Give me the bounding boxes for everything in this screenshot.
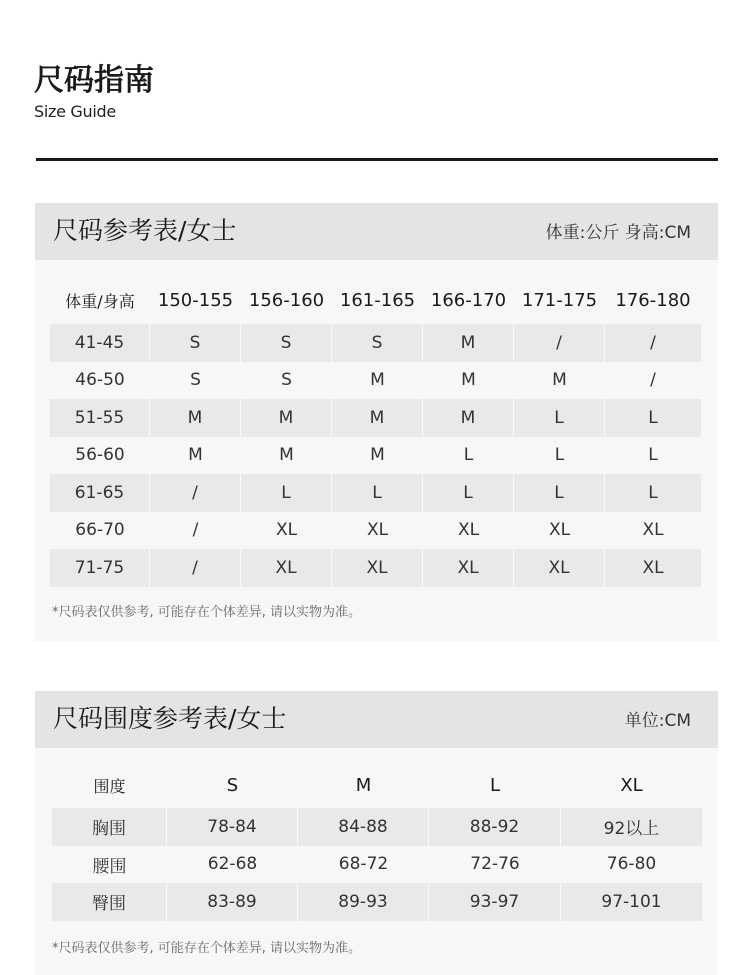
table-cell: 62-68 <box>207 854 258 875</box>
table-row <box>50 324 701 362</box>
table-row <box>52 846 702 884</box>
size-reference-note: *尺码表仅供参考, 可能存在个体差异, 请以实物为准。 <box>52 605 362 620</box>
table-cell: M <box>370 370 385 391</box>
table-cell: 89-93 <box>298 883 429 921</box>
row-label: 66-70 <box>75 520 125 541</box>
table-row <box>50 399 701 437</box>
measurement-panel <box>35 691 718 975</box>
table-cell: XL <box>332 549 423 587</box>
table-cell: M <box>423 399 514 437</box>
column-header: 150-155 <box>157 289 234 311</box>
table-cell: 76-80 <box>606 854 657 875</box>
table-cell: M <box>241 399 332 437</box>
row-label: 41-45 <box>50 324 150 362</box>
table-cell: M <box>370 445 385 466</box>
table-cell: L <box>423 474 514 512</box>
table-cell: 92以上 <box>561 808 702 846</box>
table-row <box>50 474 701 512</box>
table-cell: XL <box>514 549 605 587</box>
size-reference-table <box>50 276 701 587</box>
table-cell: M <box>279 445 294 466</box>
table-cell: XL <box>423 549 514 587</box>
column-header: M <box>355 775 372 796</box>
table-cell: / <box>605 324 701 362</box>
table-cell: S <box>332 324 423 362</box>
column-header: S <box>226 775 239 796</box>
table-row <box>52 808 702 846</box>
table-cell: XL <box>457 520 480 541</box>
table-cell: XL <box>642 520 664 541</box>
size-guide-header <box>34 62 154 121</box>
table-cell: M <box>188 445 203 466</box>
size-reference-panel <box>35 203 718 641</box>
table-cell: M <box>332 399 423 437</box>
row-label: 56-60 <box>75 445 125 466</box>
table-cell: M <box>150 399 241 437</box>
column-header: 166-170 <box>430 289 507 311</box>
column-header: 围度 <box>93 777 126 796</box>
table-cell: 93-97 <box>429 883 561 921</box>
table-cell: 88-92 <box>429 808 561 846</box>
table-cell: 97-101 <box>561 883 702 921</box>
table-row <box>50 362 701 400</box>
table-cell: 68-72 <box>338 854 389 875</box>
table-cell: XL <box>366 520 389 541</box>
table-cell: L <box>463 445 474 466</box>
column-header: 171-175 <box>521 289 598 311</box>
measurement-header <box>35 691 718 748</box>
row-label: 胸围 <box>52 808 167 846</box>
table-row <box>50 549 701 587</box>
row-label: 61-65 <box>50 474 150 512</box>
row-label: 臀围 <box>52 883 167 921</box>
table-cell: M <box>461 370 476 391</box>
column-header: 体重/身高 <box>65 291 135 311</box>
size-reference-title: 尺码参考表/女士 <box>53 216 237 245</box>
table-cell: XL <box>241 549 332 587</box>
table-cell: / <box>150 549 241 587</box>
table-cell: L <box>605 474 701 512</box>
size-reference-header <box>35 203 718 260</box>
table-cell: 72-76 <box>470 854 520 875</box>
page-subtitle: Size Guide <box>34 102 116 121</box>
table-row <box>50 512 701 550</box>
table-cell: L <box>514 474 605 512</box>
row-label: 46-50 <box>75 370 125 391</box>
row-label: 71-75 <box>50 549 150 587</box>
table-cell: L <box>554 445 565 466</box>
column-header: 161-165 <box>339 289 416 311</box>
header-divider <box>36 158 718 161</box>
table-cell: M <box>552 370 567 391</box>
table-row <box>52 883 702 921</box>
measurement-note: *尺码表仅供参考, 可能存在个体差异, 请以实物为准。 <box>52 941 362 956</box>
table-cell: S <box>190 370 201 391</box>
column-header: XL <box>620 775 643 796</box>
table-cell: L <box>332 474 423 512</box>
table-cell: XL <box>605 549 701 587</box>
table-cell: XL <box>548 520 571 541</box>
page-title: 尺码指南 <box>34 63 154 98</box>
table-cell: S <box>281 370 292 391</box>
table-cell: / <box>150 474 241 512</box>
table-cell: M <box>423 324 514 362</box>
table-cell: L <box>241 474 332 512</box>
measurement-table <box>52 763 702 921</box>
table-cell: L <box>605 399 701 437</box>
table-cell: 78-84 <box>167 808 298 846</box>
table-row <box>50 437 701 475</box>
column-header: L <box>489 775 501 796</box>
table-cell: / <box>514 324 605 362</box>
table-cell: L <box>514 399 605 437</box>
measurement-unit: 单位:CM <box>624 711 691 731</box>
table-cell: XL <box>275 520 298 541</box>
table-cell: / <box>192 520 199 541</box>
measurement-title: 尺码围度参考表/女士 <box>53 704 287 733</box>
table-cell: / <box>650 370 656 391</box>
column-header: 176-180 <box>615 289 691 311</box>
table-header-row <box>52 763 702 808</box>
table-header-row <box>50 276 701 324</box>
row-label: 腰围 <box>92 856 127 877</box>
table-cell: 83-89 <box>167 883 298 921</box>
table-cell: S <box>150 324 241 362</box>
table-cell: 84-88 <box>298 808 429 846</box>
column-header: 156-160 <box>248 289 325 311</box>
row-label: 51-55 <box>50 399 150 437</box>
size-reference-unit: 体重:公斤 身高:CM <box>545 223 691 243</box>
table-cell: L <box>648 445 658 466</box>
table-cell: S <box>241 324 332 362</box>
